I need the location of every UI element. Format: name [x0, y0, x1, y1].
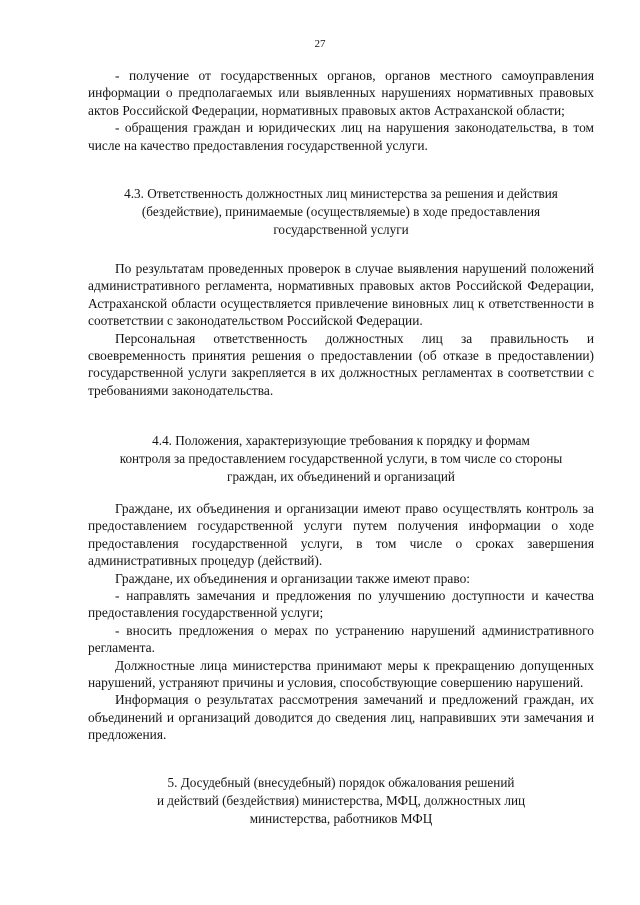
heading-line: 4.4. Положения, характеризующие требования к порядку и формам: [152, 433, 530, 448]
page-number: 27: [314, 38, 326, 50]
heading-line: государственной услуги: [273, 222, 409, 237]
paragraph: По результатам проведенных проверок в случае выявления нарушений положений административного регламента, нормативных правовых актов Российской Федерации, Астраханской области осуществляется привлечение виновных лиц к ответственности в соответствии с законодательством Российской Федерации.: [88, 261, 594, 329]
section-block-3: [88, 500, 594, 744]
paragraph: Персональная ответственность должностных лиц за правильность и своевременность принятия решения о предоставлении (об отказе в предоставлении) государственной услуги закрепляется в их должностных регламентах в соответствии с требованиями законодательства.: [88, 330, 594, 398]
paragraph: - обращения граждан и юридических лиц на нарушения законодательства, в том числе на качество предоставления государственной услуги.: [88, 120, 594, 153]
section-heading-4-4: [88, 432, 594, 486]
heading-line: и действий (бездействия) министерства, МФЦ, должностных лиц: [156, 793, 526, 808]
section-block-2: [88, 260, 594, 399]
heading-line: министерства, работников МФЦ: [249, 811, 433, 826]
paragraph: Граждане, их объединения и организации имеют право осуществлять контроль за предоставлением государственной услуги путем получения информации о ходе предоставления государственной услуги, в том числе о сроках завершения административных процедур (действий).: [88, 501, 594, 569]
paragraph: - вносить предложения о мерах по устранению нарушений административного регламента.: [88, 622, 594, 656]
paragraph: Должностные лица министерства принимают меры к прекращению допущенных нарушений, устраняют причины и условия, способствующие совершению нарушений.: [88, 657, 594, 691]
section-heading-4-3: [88, 185, 594, 239]
paragraph: - получение от государственных органов, органов местного самоуправления информации о предполагаемых или выявленных нарушениях нормативных правовых актов Российской Федерации, нормативных правовых актов Астраханской области;: [88, 68, 594, 118]
heading-line: граждан, их объединений и организаций: [227, 469, 455, 484]
section-block-1: [88, 67, 594, 154]
paragraph: Информация о результатах рассмотрения замечаний и предложений граждан, их объединений и организаций доводится до сведения лиц, направивших эти замечания и предложения.: [88, 692, 594, 743]
section-heading-5: [88, 774, 594, 828]
heading-line: 5. Досудебный (внесудебный) порядок обжалования решений: [167, 775, 515, 790]
heading-line: (бездействие), принимаемые (осуществляемые) в ходе предоставления: [141, 204, 541, 219]
paragraph: Граждане, их объединения и организации также имеют право:: [115, 570, 470, 586]
heading-line: контроля за предоставлением государственной услуги, в том числе со стороны: [119, 451, 563, 466]
heading-line: 4.3. Ответственность должностных лиц министерства за решения и действия: [124, 186, 558, 201]
paragraph: - направлять замечания и предложения по улучшению доступности и качества предоставления государственной услуги;: [88, 588, 594, 621]
